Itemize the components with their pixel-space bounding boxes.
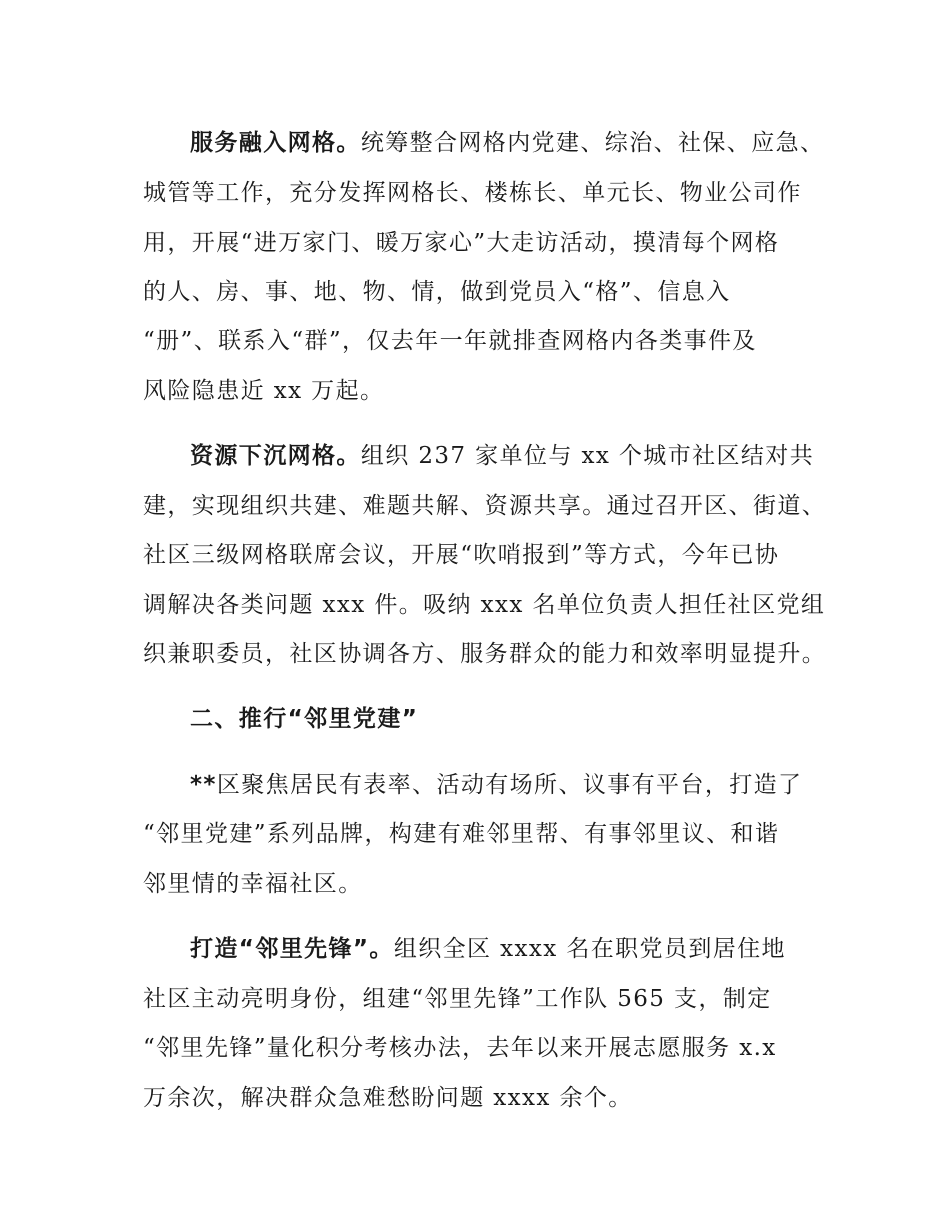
paragraph-1-line-3: 用，开展“进万家门、暖万家心”大走访活动，摸清每个网格	[143, 230, 780, 256]
paragraph-3-text: 区聚焦居民有表率、活动有场所、议事有平台，打造了	[216, 772, 803, 798]
paragraph-1-lead: 服务融入网格。	[190, 130, 361, 156]
paragraph-2-lead: 资源下沉网格。	[190, 443, 361, 469]
paragraph-4-line-2: 社区主动亮明身份，组建“邻里先锋”工作队 565 支，制定	[143, 986, 772, 1012]
section-heading: 二、推行“邻里党建”	[190, 706, 419, 732]
paragraph-3-line-1	[190, 770, 802, 800]
paragraph-4-lead: 打造“邻里先锋”。	[190, 936, 394, 962]
paragraph-4-line-4: 万余次，解决群众急难愁盼问题 xxxx 余个。	[143, 1085, 633, 1111]
paragraph-3-line-2: “邻里党建”系列品牌，构建有难邻里帮、有事邻里议、和谐	[143, 821, 780, 847]
paragraph-2-line-3: 社区三级网格联席会议，开展“吹哨报到”等方式，今年已协	[143, 542, 780, 568]
paragraph-2-text: 组织 237 家单位与 xx 个城市社区结对共	[360, 443, 815, 469]
paragraph-1-line-6: 风险隐患近 xx 万起。	[143, 378, 385, 404]
paragraph-4-line-3: “邻里先锋”量化积分考核办法，去年以来开展志愿服务 x.x	[143, 1035, 777, 1061]
paragraph-1-line-5: “册”、联系入“群”，仅去年一年就排查网格内各类事件及	[143, 328, 757, 354]
paragraph-3-line-3: 邻里情的幸福社区。	[143, 871, 363, 897]
paragraph-3-prefix: **	[190, 772, 217, 798]
paragraph-1-line-4: 的人、房、事、地、物、情，做到党员入“格”、信息入	[143, 279, 731, 305]
paragraph-1-line-1	[190, 128, 824, 158]
paragraph-2-line-2: 建，实现组织共建、难题共解、资源共享。通过召开区、街道、	[143, 493, 827, 519]
paragraph-4-text: 组织全区 xxxx 名在职党员到居住地	[393, 936, 786, 962]
paragraph-1-text: 统筹整合网格内党建、综治、社保、应急、	[360, 130, 825, 156]
paragraph-2-line-4: 调解决各类问题 xxx 件。吸纳 xxx 名单位负责人担任社区党组	[143, 592, 826, 618]
paragraph-2-line-5: 织兼职委员，社区协调各方、服务群众的能力和效率明显提升。	[143, 641, 827, 667]
paragraph-4-line-1	[190, 934, 786, 964]
paragraph-2-line-1	[190, 441, 814, 471]
paragraph-1-line-2: 城管等工作，充分发挥网格长、楼栋长、单元长、物业公司作	[143, 180, 802, 206]
